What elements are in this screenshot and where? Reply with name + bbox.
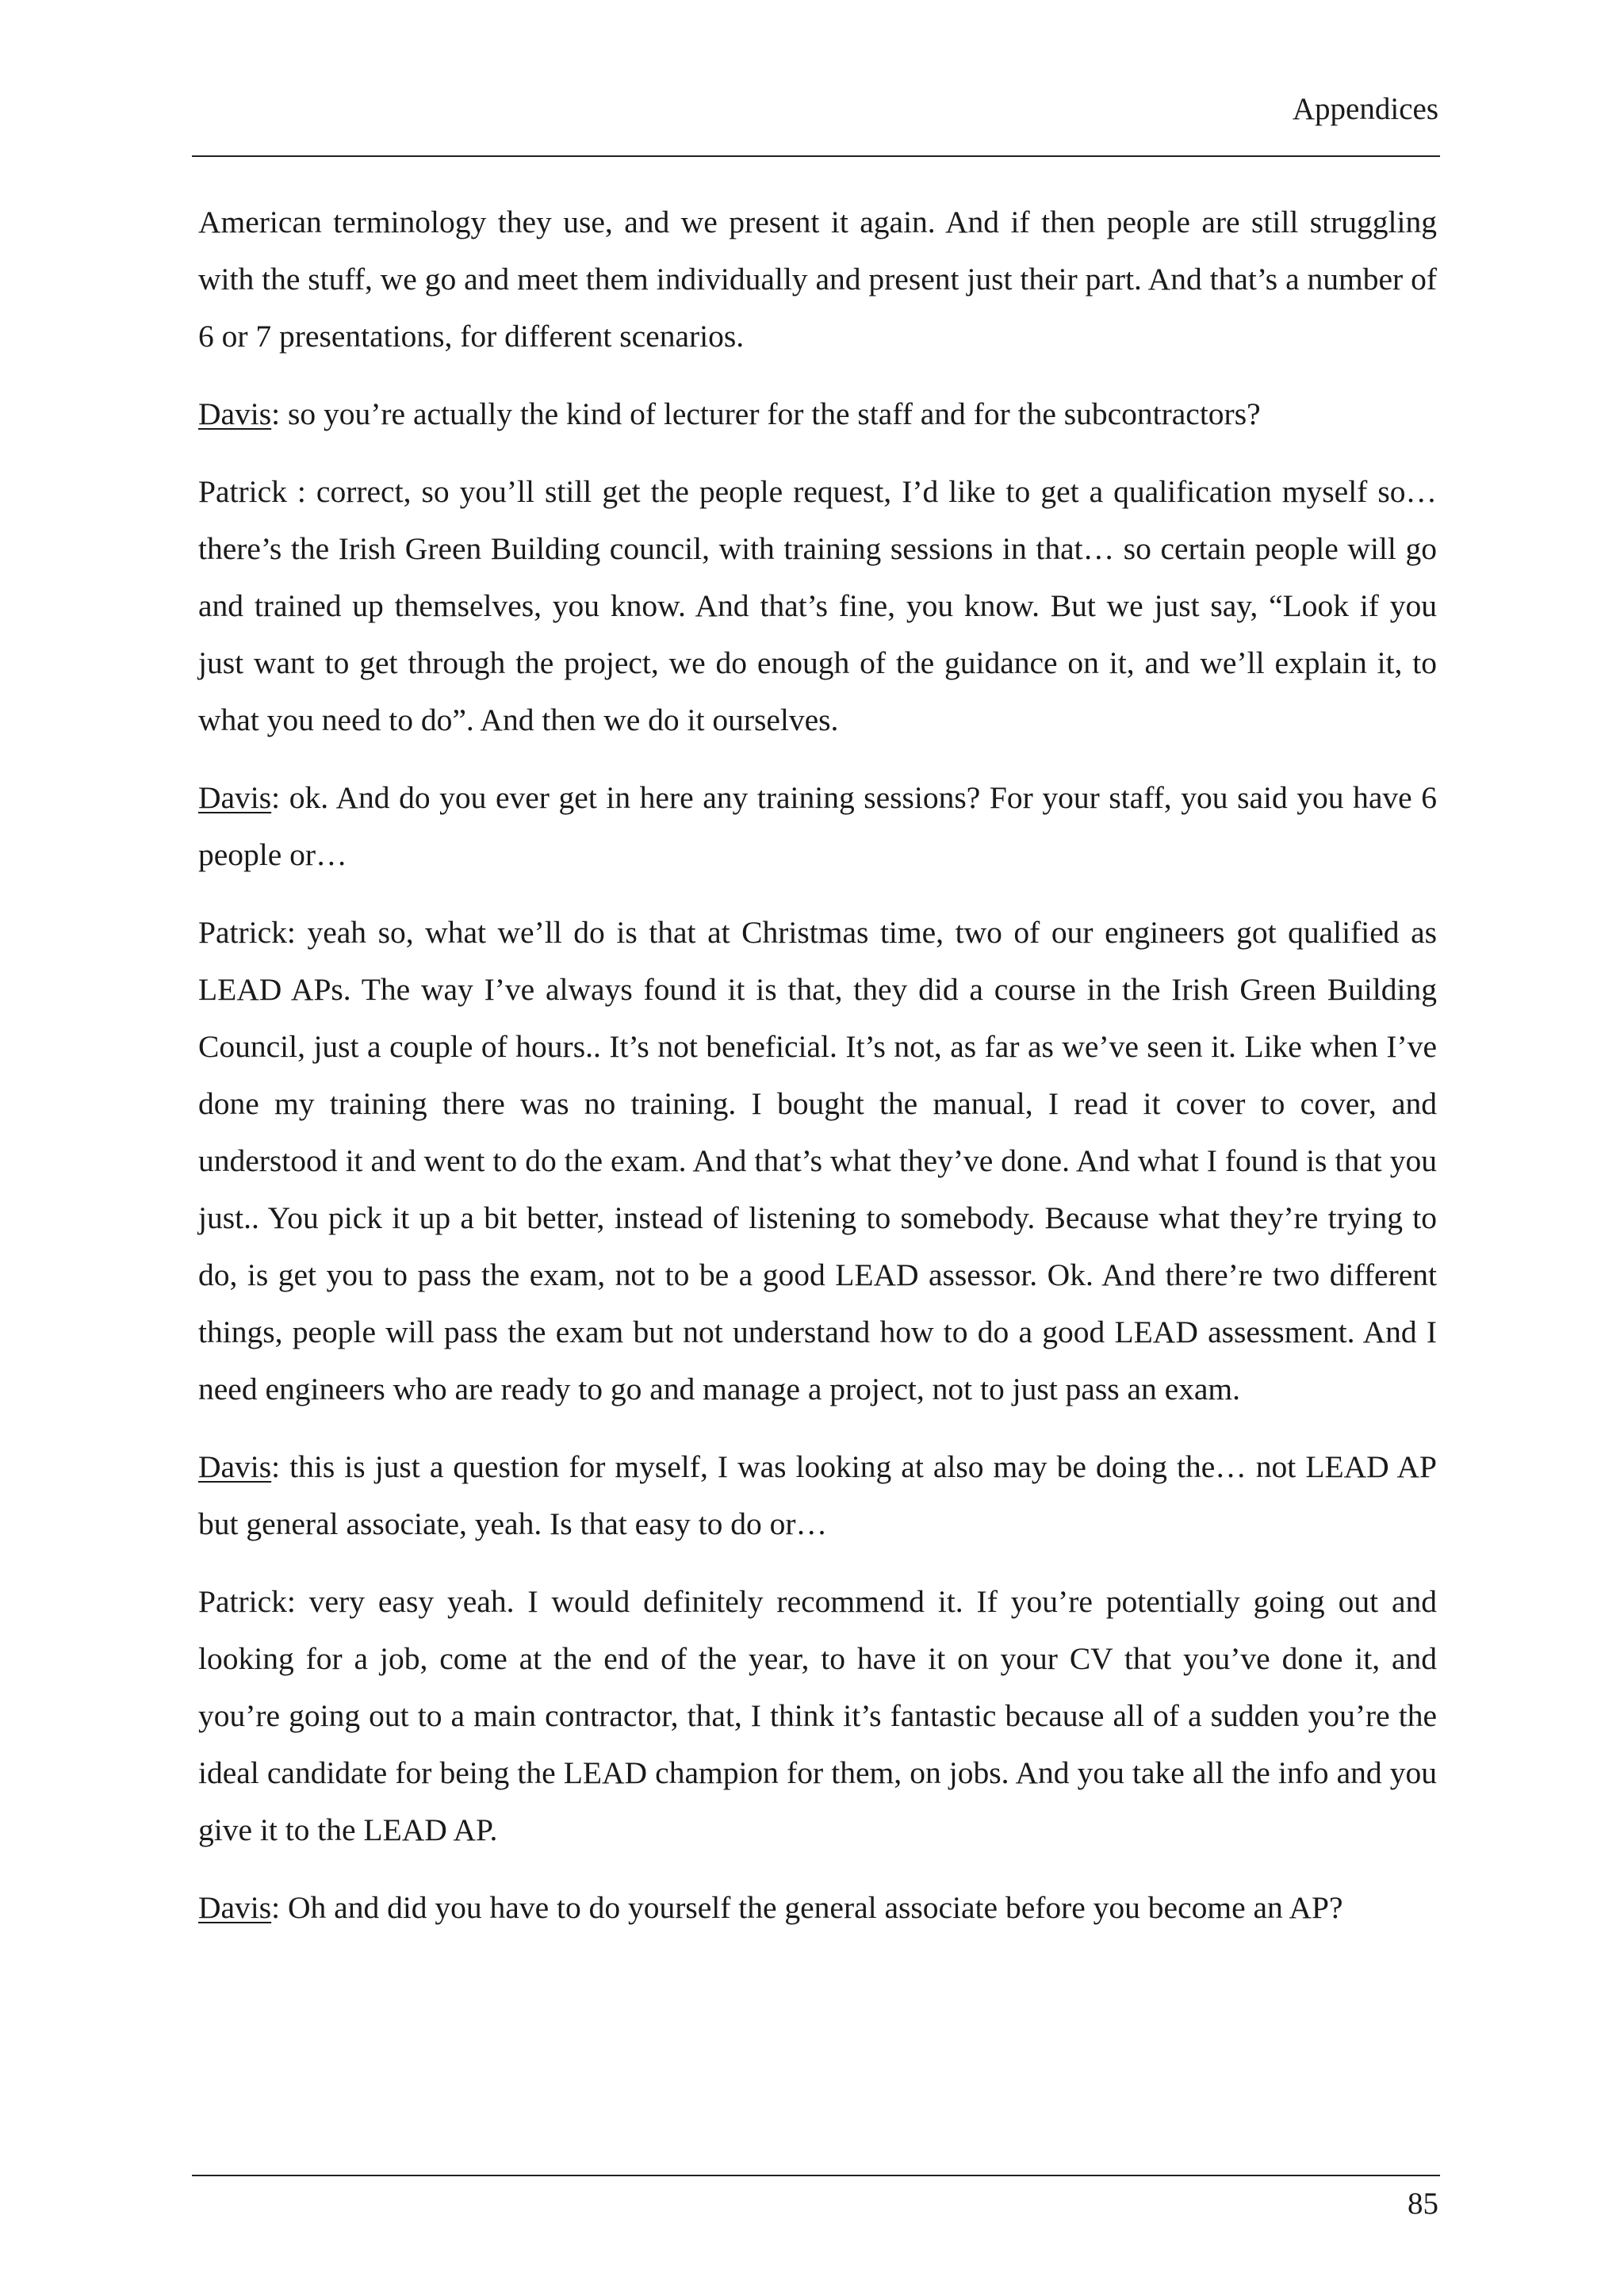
transcript-paragraph [198,193,1437,365]
speaker-label: Patrick [198,1584,287,1619]
paragraph-text: American terminology they use, and we present it again. And if then people are still struggling with the stuff, we go and meet them individually and present just their part. And that’s a number of 6 or 7 presentations, for different scenarios. [198,205,1437,354]
page-number: 85 [1408,2187,1438,2221]
transcript-paragraph [198,1879,1437,1936]
transcript-paragraph [198,1438,1437,1552]
running-header: Appendices [1292,92,1438,126]
footer-rule [192,2175,1440,2176]
paragraph-text: : this is just a question for myself, I was looking at also may be doing the… not LEAD AP but general associate, yeah. Is that easy to do or… [198,1449,1437,1541]
paragraph-text: : correct, so you’ll still get the people request, I’d like to get a qualification myself so… there’s the Irish Green Building council, with training sessions in that… so certain people will go and trained up themselves, you know. And that’s fine, you know. But we just say, “Look if you just want to get through the project, we do enough of the guidance on it, and we’ll explain it, to what you need to do”. And then we do it ourselves. [198,474,1437,737]
header-rule [192,155,1440,157]
speaker-label: Patrick [198,915,287,950]
transcript-paragraph [198,385,1437,442]
speaker-label: Davis [198,1890,272,1925]
paragraph-text: : very easy yeah. I would definitely recommend it. If you’re potentially going out and looking for a job, come at the end of the year, to have it on your CV that you’ve done it, and you’re going out to a main contractor, that, I think it’s fantastic because all of a sudden you’re the ideal candidate for being the LEAD champion for them, on jobs. And you take all the info and you give it to the LEAD AP. [198,1584,1437,1847]
paragraph-text: : ok. And do you ever get in here any training sessions? For your staff, you said you have 6 people or… [198,780,1437,872]
transcript-paragraph [198,904,1437,1418]
transcript-paragraph [198,463,1437,748]
transcript-paragraph [198,1573,1437,1858]
speaker-label: Davis [198,1449,272,1484]
speaker-label: Patrick [198,474,287,509]
speaker-label: Davis [198,780,272,815]
transcript-paragraph [198,769,1437,883]
paragraph-text: : yeah so, what we’ll do is that at Christmas time, two of our engineers got qualified as LEAD APs. The way I’ve always found it is that, they did a course in the Irish Green Building Council, just a couple of hours.. It’s not beneficial. It’s not, as far as we’ve seen it. Like when I’ve done my training there was no training. I bought the manual, I read it cover to cover, and understood it and went to do the exam. And that’s what they’ve done. And what I found is that you just.. You pick it up a bit better, instead of listening to somebody. Because what they’re trying to do, is get you to pass the exam, not to be a good LEAD assessor. Ok. And there’re two different things, people will pass the exam but not understand how to do a good LEAD assessment. And I need engineers who are ready to go and manage a project, not to just pass an exam. [198,915,1437,1406]
paragraph-text: : Oh and did you have to do yourself the general associate before you become an AP? [271,1890,1343,1925]
paragraph-text: : so you’re actually the kind of lecturer for the staff and for the subcontractors? [271,396,1261,431]
transcript-body [198,193,1437,1957]
speaker-label: Davis [198,396,272,431]
